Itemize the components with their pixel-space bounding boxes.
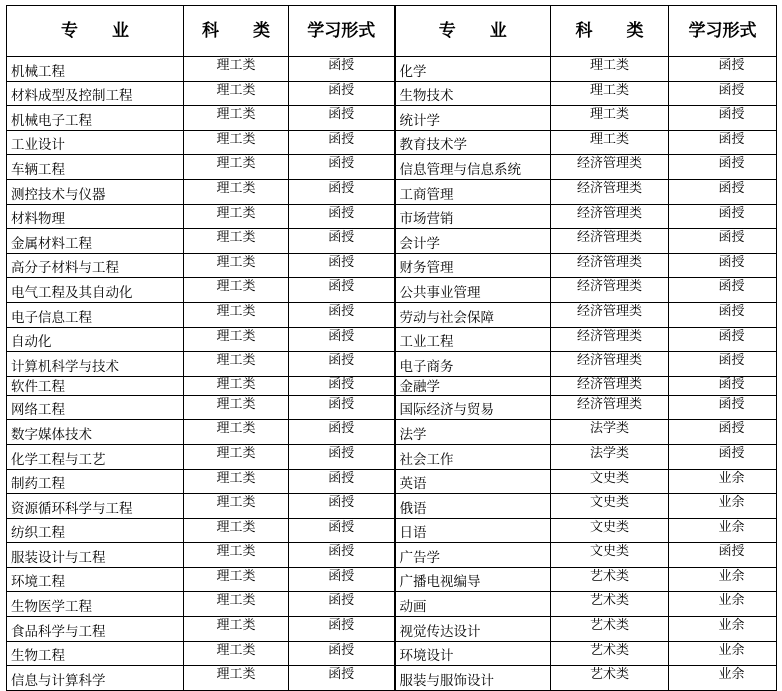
major-cell-left: 电气工程及其自动化: [7, 278, 184, 303]
category-cell-right: 艺术类: [551, 592, 669, 617]
header-category-left: 科 类: [184, 6, 289, 57]
table-row: [7, 518, 777, 543]
category-cell-right: 文史类: [551, 469, 669, 494]
form-cell-left: 函授: [289, 327, 395, 352]
major-cell-right: 统计学: [395, 106, 551, 131]
form-cell-right: 业余: [669, 567, 777, 592]
header-form-left: 学习形式: [289, 6, 395, 57]
category-cell-right: 经济管理类: [551, 204, 669, 229]
category-cell-left: 理工类: [184, 518, 289, 543]
major-cell-left: 数字媒体技术: [7, 420, 184, 445]
category-cell-left: 理工类: [184, 57, 289, 82]
header-category-right: 科 类: [551, 6, 669, 57]
form-cell-right: 业余: [669, 494, 777, 519]
major-cell-left: 金属材料工程: [7, 229, 184, 254]
major-cell-right: 广告学: [395, 543, 551, 568]
major-cell-right: 日语: [395, 518, 551, 543]
major-cell-left: 高分子材料与工程: [7, 253, 184, 278]
majors-table: [6, 5, 777, 691]
category-cell-right: 经济管理类: [551, 302, 669, 327]
form-cell-left: 函授: [289, 543, 395, 568]
form-cell-right: 业余: [669, 518, 777, 543]
form-cell-right: 函授: [669, 327, 777, 352]
form-cell-right: 函授: [669, 204, 777, 229]
major-cell-left: 生物工程: [7, 641, 184, 666]
category-cell-right: 理工类: [551, 106, 669, 131]
major-cell-right: 公共事业管理: [395, 278, 551, 303]
major-cell-left: 工业设计: [7, 130, 184, 155]
table-row: [7, 376, 777, 395]
category-cell-right: 经济管理类: [551, 278, 669, 303]
category-cell-right: 艺术类: [551, 641, 669, 666]
form-cell-right: 函授: [669, 229, 777, 254]
major-cell-right: 财务管理: [395, 253, 551, 278]
category-cell-right: 经济管理类: [551, 253, 669, 278]
category-cell-right: 经济管理类: [551, 376, 669, 395]
table-row: [7, 278, 777, 303]
form-cell-right: 业余: [669, 666, 777, 691]
table-row: [7, 179, 777, 204]
table-row: [7, 641, 777, 666]
header-row: [7, 6, 777, 57]
form-cell-left: 函授: [289, 278, 395, 303]
category-cell-left: 理工类: [184, 420, 289, 445]
form-cell-right: 函授: [669, 352, 777, 377]
form-cell-right: 函授: [669, 106, 777, 131]
major-cell-left: 自动化: [7, 327, 184, 352]
table-row: [7, 592, 777, 617]
form-cell-right: 函授: [669, 130, 777, 155]
category-cell-left: 理工类: [184, 204, 289, 229]
form-cell-right: 业余: [669, 592, 777, 617]
major-cell-right: 环境设计: [395, 641, 551, 666]
major-cell-right: 市场营销: [395, 204, 551, 229]
major-cell-left: 测控技术与仪器: [7, 179, 184, 204]
major-cell-right: 生物技术: [395, 81, 551, 106]
form-cell-left: 函授: [289, 302, 395, 327]
table-row: [7, 81, 777, 106]
table-row: [7, 229, 777, 254]
form-cell-left: 函授: [289, 155, 395, 180]
header-major-left: 专 业: [7, 6, 184, 57]
major-cell-right: 工业工程: [395, 327, 551, 352]
major-cell-right: 社会工作: [395, 444, 551, 469]
major-cell-right: 会计学: [395, 229, 551, 254]
category-cell-left: 理工类: [184, 494, 289, 519]
table-row: [7, 617, 777, 642]
major-cell-right: 英语: [395, 469, 551, 494]
major-cell-right: 广播电视编导: [395, 567, 551, 592]
header-form-right: 学习形式: [669, 6, 777, 57]
form-cell-left: 函授: [289, 229, 395, 254]
category-cell-left: 理工类: [184, 444, 289, 469]
major-cell-left: 机械工程: [7, 57, 184, 82]
table-row: [7, 302, 777, 327]
table-row: [7, 57, 777, 82]
major-cell-left: 车辆工程: [7, 155, 184, 180]
category-cell-right: 经济管理类: [551, 179, 669, 204]
major-cell-left: 网络工程: [7, 395, 184, 420]
category-cell-right: 经济管理类: [551, 352, 669, 377]
form-cell-right: 函授: [669, 278, 777, 303]
category-cell-left: 理工类: [184, 469, 289, 494]
category-cell-left: 理工类: [184, 666, 289, 691]
major-cell-right: 信息管理与信息系统: [395, 155, 551, 180]
form-cell-left: 函授: [289, 666, 395, 691]
category-cell-right: 经济管理类: [551, 395, 669, 420]
form-cell-left: 函授: [289, 57, 395, 82]
form-cell-left: 函授: [289, 444, 395, 469]
form-cell-left: 函授: [289, 204, 395, 229]
form-cell-right: 函授: [669, 420, 777, 445]
major-cell-left: 生物医学工程: [7, 592, 184, 617]
major-cell-right: 法学: [395, 420, 551, 445]
major-cell-right: 服装与服饰设计: [395, 666, 551, 691]
category-cell-right: 法学类: [551, 444, 669, 469]
category-cell-left: 理工类: [184, 130, 289, 155]
major-cell-right: 俄语: [395, 494, 551, 519]
category-cell-left: 理工类: [184, 376, 289, 395]
table-row: [7, 253, 777, 278]
form-cell-left: 函授: [289, 567, 395, 592]
table-row: [7, 567, 777, 592]
major-cell-right: 劳动与社会保障: [395, 302, 551, 327]
category-cell-right: 文史类: [551, 543, 669, 568]
category-cell-left: 理工类: [184, 278, 289, 303]
category-cell-left: 理工类: [184, 106, 289, 131]
category-cell-right: 法学类: [551, 420, 669, 445]
table-row: [7, 420, 777, 445]
form-cell-right: 函授: [669, 253, 777, 278]
form-cell-left: 函授: [289, 81, 395, 106]
category-cell-left: 理工类: [184, 352, 289, 377]
table-row: [7, 494, 777, 519]
category-cell-right: 理工类: [551, 130, 669, 155]
major-cell-right: 国际经济与贸易: [395, 395, 551, 420]
form-cell-right: 业余: [669, 469, 777, 494]
category-cell-left: 理工类: [184, 543, 289, 568]
category-cell-left: 理工类: [184, 567, 289, 592]
form-cell-right: 函授: [669, 543, 777, 568]
form-cell-left: 函授: [289, 352, 395, 377]
category-cell-left: 理工类: [184, 641, 289, 666]
major-cell-right: 金融学: [395, 376, 551, 395]
table-row: [7, 204, 777, 229]
form-cell-left: 函授: [289, 592, 395, 617]
major-cell-left: 环境工程: [7, 567, 184, 592]
table-row: [7, 327, 777, 352]
form-cell-left: 函授: [289, 179, 395, 204]
form-cell-right: 函授: [669, 155, 777, 180]
category-cell-left: 理工类: [184, 302, 289, 327]
majors-table-container: [6, 5, 777, 691]
table-row: [7, 444, 777, 469]
category-cell-right: 理工类: [551, 81, 669, 106]
table-row: [7, 155, 777, 180]
table-row: [7, 352, 777, 377]
category-cell-right: 艺术类: [551, 567, 669, 592]
category-cell-right: 经济管理类: [551, 327, 669, 352]
category-cell-left: 理工类: [184, 229, 289, 254]
major-cell-right: 工商管理: [395, 179, 551, 204]
table-row: [7, 395, 777, 420]
major-cell-left: 服装设计与工程: [7, 543, 184, 568]
form-cell-left: 函授: [289, 494, 395, 519]
form-cell-left: 函授: [289, 420, 395, 445]
category-cell-right: 经济管理类: [551, 229, 669, 254]
category-cell-right: 文史类: [551, 494, 669, 519]
table-row: [7, 469, 777, 494]
major-cell-left: 纺织工程: [7, 518, 184, 543]
table-row: [7, 666, 777, 691]
table-row: [7, 106, 777, 131]
category-cell-right: 文史类: [551, 518, 669, 543]
major-cell-left: 材料成型及控制工程: [7, 81, 184, 106]
form-cell-right: 函授: [669, 376, 777, 395]
category-cell-right: 艺术类: [551, 617, 669, 642]
category-cell-left: 理工类: [184, 617, 289, 642]
major-cell-left: 软件工程: [7, 376, 184, 395]
major-cell-right: 电子商务: [395, 352, 551, 377]
major-cell-left: 资源循环科学与工程: [7, 494, 184, 519]
form-cell-left: 函授: [289, 253, 395, 278]
category-cell-right: 艺术类: [551, 666, 669, 691]
category-cell-left: 理工类: [184, 395, 289, 420]
category-cell-left: 理工类: [184, 253, 289, 278]
form-cell-right: 函授: [669, 57, 777, 82]
major-cell-right: 动画: [395, 592, 551, 617]
form-cell-right: 函授: [669, 179, 777, 204]
form-cell-left: 函授: [289, 395, 395, 420]
major-cell-left: 材料物理: [7, 204, 184, 229]
form-cell-right: 函授: [669, 81, 777, 106]
major-cell-right: 教育技术学: [395, 130, 551, 155]
form-cell-left: 函授: [289, 617, 395, 642]
major-cell-left: 电子信息工程: [7, 302, 184, 327]
form-cell-left: 函授: [289, 641, 395, 666]
header-major-right: 专 业: [395, 6, 551, 57]
major-cell-right: 化学: [395, 57, 551, 82]
major-cell-left: 计算机科学与技术: [7, 352, 184, 377]
table-row: [7, 543, 777, 568]
major-cell-left: 机械电子工程: [7, 106, 184, 131]
category-cell-right: 经济管理类: [551, 155, 669, 180]
form-cell-left: 函授: [289, 518, 395, 543]
form-cell-left: 函授: [289, 376, 395, 395]
form-cell-right: 函授: [669, 444, 777, 469]
form-cell-left: 函授: [289, 130, 395, 155]
category-cell-left: 理工类: [184, 327, 289, 352]
category-cell-left: 理工类: [184, 179, 289, 204]
major-cell-left: 信息与计算科学: [7, 666, 184, 691]
form-cell-right: 业余: [669, 641, 777, 666]
form-cell-right: 函授: [669, 395, 777, 420]
category-cell-left: 理工类: [184, 155, 289, 180]
major-cell-left: 食品科学与工程: [7, 617, 184, 642]
category-cell-right: 理工类: [551, 57, 669, 82]
major-cell-right: 视觉传达设计: [395, 617, 551, 642]
major-cell-left: 制药工程: [7, 469, 184, 494]
form-cell-left: 函授: [289, 469, 395, 494]
form-cell-left: 函授: [289, 106, 395, 131]
category-cell-left: 理工类: [184, 592, 289, 617]
table-row: [7, 130, 777, 155]
major-cell-left: 化学工程与工艺: [7, 444, 184, 469]
category-cell-left: 理工类: [184, 81, 289, 106]
form-cell-right: 业余: [669, 617, 777, 642]
form-cell-right: 函授: [669, 302, 777, 327]
